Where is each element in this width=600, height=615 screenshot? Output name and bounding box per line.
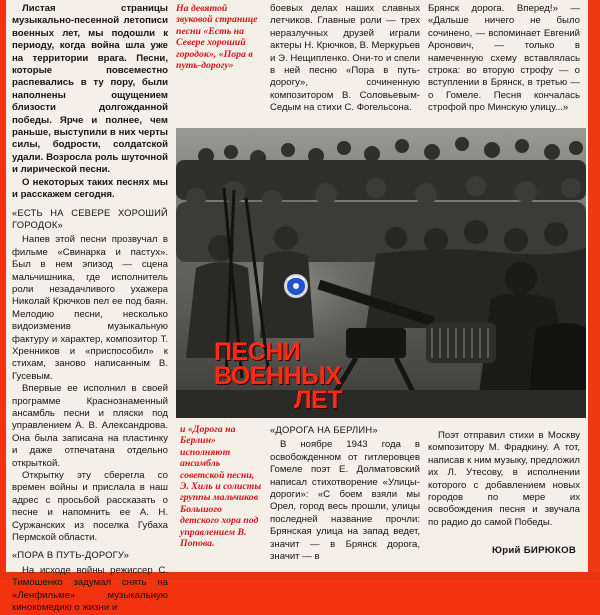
intro-paragraph-2: О некоторых таких песнях мы и расскажем сегодня. bbox=[12, 176, 168, 201]
feature-title-line2: ВОЕННЫХ bbox=[214, 362, 342, 390]
feature-title bbox=[214, 340, 344, 412]
gorodok-paragraph-2: Впервые ее исполнил в своей программе Краснознаменный ансамбль песни и пляски под управлением А. В. Александрова. Она была записана на пластинку и даже отпечатана отдельно открыткой. bbox=[12, 383, 168, 469]
pora-paragraph-continued: боевых делах наших славных летчиков. Главные роли — трех неразлучных друзей играли актеры Н. Крючков, В. Меркурьев и Э. Нещипленко. Они-то и спели в ней песню «Пора в путь-дорогу», сочиненную композитором В. Соловьевым-Седым на стихи С. Фогельсона. bbox=[270, 3, 420, 114]
berlin-paragraph-2: Поэт отправил стихи в Москву композитору М. Фрадкину. А тот, написав к ним музыку, предложил их Л. Утесову, в исполнении которого с добавлением новых городов по мере их освобождения песня и звучала по радио до самой Победы. bbox=[428, 430, 580, 528]
berlin-paragraph-continued: Брянск дорога. Вперед!» — «Дальше ничего не было сочинено, — вспоминает Евгений Аронович, — только в намеченную схему вставлялась строка: во вторую строфу — о вступлении в Брянск, в третью — о Гомеле. Песня кончалась строфой про Минскую улицу...» bbox=[428, 3, 580, 114]
column-middle-bottom bbox=[270, 424, 420, 563]
caption-bottom bbox=[180, 424, 262, 549]
feature-title-line3: ЛЕТ bbox=[294, 386, 342, 414]
caption-record-info: На девятой звуковой странице песни «Есть на Севере хороший городок», «Пора в путь-дорогу» bbox=[176, 3, 258, 72]
column-right-bottom bbox=[428, 430, 580, 529]
red-border-right bbox=[588, 0, 600, 580]
feature-title-line1: ПЕСНИ bbox=[214, 338, 301, 366]
section-heading-berlin: «ДОРОГА НА БЕРЛИН» bbox=[270, 424, 378, 435]
caption-performers: и «Дорога на Берлин» исполняют ансамбль советской песни, Э. Хиль и солисты группы мальчиков Большого детского хора под управлением В. Попова. bbox=[180, 424, 262, 550]
gorodok-paragraph-3: Открытку эту сберегла со времен войны и прислала в наш адрес с просьбой рассказать о песне и напомнить ее А. Н. Суржанских из поселка Губаха Пермской области. bbox=[12, 470, 168, 544]
column-left bbox=[12, 3, 168, 615]
column-middle-top bbox=[270, 3, 420, 115]
section-heading-gorodok: «ЕСТЬ НА СЕВЕРЕ ХОРОШИЙ ГОРОДОК» bbox=[12, 206, 168, 230]
column-right-top bbox=[428, 3, 580, 115]
author-signature: Юрий БИРЮКОВ bbox=[492, 545, 577, 556]
caption-top bbox=[176, 3, 262, 71]
intro-paragraph: Листая страницы музыкально-песенной летописи военных лет, мы подошли к периоду, когда война шла уже на территории врага. Песни, которые повсеместно распевались в ту пору, были наполнены ощущением близости долгожданной победы. Ярче и полнее, чем раньше, выступили в них черты силы, бодрости, солдатской удали. Возросла роль шуточной и лирической песни. bbox=[12, 3, 168, 176]
pora-paragraph-1: На исходе войны режиссер С. Тимошенко задумал снять на «Ленфильме» музыкальную кинокомедию о жизни и bbox=[12, 564, 168, 614]
record-disc-icon bbox=[284, 274, 308, 298]
berlin-paragraph-1: В ноябре 1943 года в освобожденном от гитлеровцев Гомеле поэт Е. Долматовский написал стихотворение «Улицы-дороги»: «С боем взяли мы Орел, город весь прошли, улицы последней название прочли: Брянская улица на запад ведет, значит — в Брянск дорога, значит — в bbox=[270, 439, 420, 563]
gorodok-paragraph-1: Напев этой песни прозвучал в фильме «Свинарка и пастух». Был в нем эпизод — сцена мальчишника, где исполнитель роли незадачливого ухажера Николай Крючков пел ее под баян. Мелодию песни, несколько видоизменив музыкальную фактуру и характер, композитор Т. Хренников и «приспособил» к стихам, заново написанным В. Гусевым. bbox=[12, 234, 168, 382]
section-heading-pora: «ПОРА В ПУТЬ-ДОРОГУ» bbox=[12, 549, 130, 561]
